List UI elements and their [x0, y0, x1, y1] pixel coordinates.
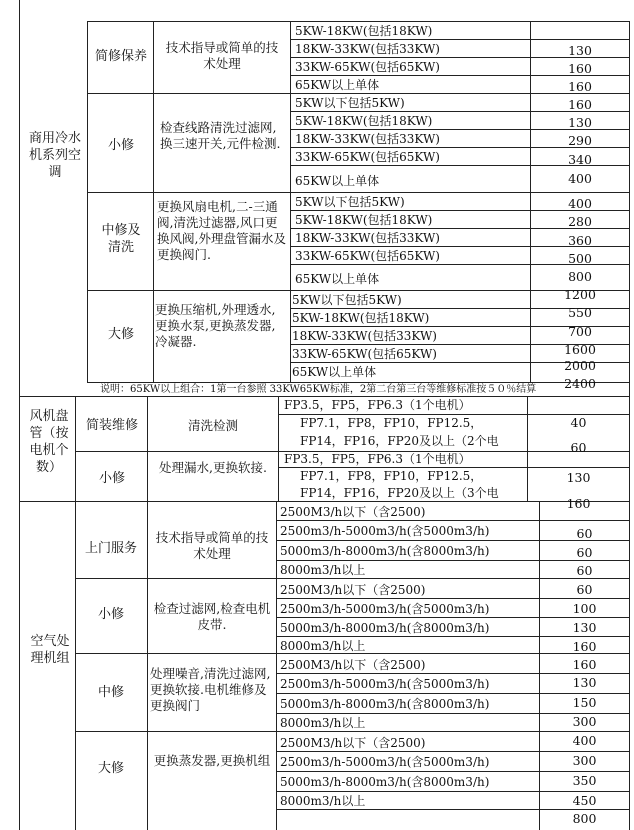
price-cell: 700	[568, 324, 592, 339]
service-label: 简修保养	[94, 49, 147, 64]
price-cell: 60	[576, 526, 593, 541]
spec-cell: 5000m3/h-8000m3/h(含8000m3/h)	[280, 544, 490, 558]
table-border-top	[87, 21, 630, 22]
service-label: 中修及清洗	[101, 223, 141, 255]
spec-cell: FP3.5，FP5，FP6.3（1个电机）	[284, 398, 471, 412]
row-line	[278, 467, 630, 468]
price-cell: 300	[572, 714, 597, 729]
price-cell: 1600	[564, 342, 596, 357]
spec-cell: 18KW-33KW(包括33KW)	[295, 231, 440, 245]
spec-cell: FP7.1，FP8，FP10，FP12.5，	[300, 416, 483, 430]
service-description: 检查过滤网,检查电机皮带.	[153, 601, 271, 632]
spec-cell: 2500m3/h-5000m3/h(含5000m3/h)	[280, 524, 490, 538]
price-cell: 2000	[564, 358, 596, 373]
service-description: 更换风扇电机,二-三通阀,清洗过滤器,风口更换风阀,外理盘管漏水及更换阀门.	[157, 199, 286, 262]
service-label: 大修	[107, 327, 134, 342]
row-line	[276, 771, 630, 772]
service-description: 处理噪音,清洗过滤网,更换软接.电机维修及更换阀门	[150, 666, 271, 713]
spec-cell: 5000m3/h-8000m3/h(含8000m3/h)	[280, 621, 490, 635]
spec-cell: 33KW-65KW(包括65KW)	[295, 249, 440, 263]
spec-cell: 33KW-65KW(包括65KW)	[295, 60, 440, 74]
row-line	[276, 673, 630, 674]
spec-cell: 8000m3/h以上	[280, 716, 366, 730]
spec-cell: 5KW-18KW(包括18KW)	[292, 311, 430, 325]
spec-cell: 5KW以下包括5KW)	[295, 96, 405, 110]
category-label: 空气处理机组	[30, 634, 70, 666]
price-cell: 130	[568, 115, 592, 130]
spec-cell: 65KW以上单体	[292, 365, 377, 379]
table-border-left	[19, 0, 20, 830]
price-cell: 60	[570, 440, 587, 455]
row-line	[276, 560, 630, 561]
price-cell: 800	[568, 269, 592, 284]
service-description: 技术指导或简单的技术处理	[165, 40, 279, 71]
row-line	[290, 39, 630, 40]
price-cell: 450	[572, 793, 597, 808]
spec-cell: 5KW-18KW(包括18KW)	[295, 114, 433, 128]
spec-cell: 2500M3/h以下（含2500)	[280, 505, 426, 519]
row-line	[276, 598, 630, 599]
spec-cell: 33KW-65KW(包括65KW)	[295, 150, 440, 164]
group-line	[75, 731, 630, 732]
row-line	[276, 520, 630, 521]
spec-cell: FP7.1，FP8，FP10，FP12.5，	[300, 469, 483, 483]
spec-cell: 33KW-65KW(包括65KW)	[292, 347, 437, 361]
price-cell: 400	[572, 733, 597, 748]
price-cell: 340	[568, 152, 592, 167]
spec-cell: 18KW-33KW(包括33KW)	[292, 329, 437, 343]
service-description: 清洗检测	[187, 418, 238, 433]
price-cell: 160	[572, 657, 597, 672]
price-cell: 60	[576, 563, 593, 578]
spec-cell: 8000m3/h以上	[280, 563, 366, 577]
service-label: 中修	[97, 685, 124, 700]
desc-divider	[276, 501, 277, 830]
service-divider	[153, 21, 154, 382]
group-line	[75, 578, 630, 579]
price-cell: 160	[566, 496, 591, 511]
spec-cell: 18KW-33KW(包括33KW)	[295, 132, 440, 146]
price-cell: 290	[568, 133, 592, 148]
price-cell: 400	[568, 171, 592, 186]
spec-cell: 2500m3/h-5000m3/h(含5000m3/h)	[280, 602, 490, 616]
service-description: 检查线路清洗过滤网,换三速开关,元件检测.	[160, 120, 281, 151]
service-description: 处理漏水,更换软接.	[159, 460, 267, 475]
price-cell: 280	[568, 214, 592, 229]
desc-divider	[278, 396, 279, 501]
group-line	[87, 192, 630, 193]
spec-cell: FP14，FP16，FP20及以上（3个电	[300, 486, 499, 500]
price-cell: 40	[570, 415, 587, 430]
row-line	[276, 693, 630, 694]
price-cell: 160	[572, 639, 597, 654]
price-cell: 800	[572, 811, 597, 826]
price-cell: 150	[572, 695, 597, 710]
spec-cell: 65KW以上单体	[295, 78, 380, 92]
price-cell: 130	[572, 620, 597, 635]
price-cell: 160	[568, 61, 592, 76]
section-note: 说明：65KW以上组合：1第一台参照 33KW65KW标准，2第二台第三台等维修标准按５０％结算	[100, 384, 537, 395]
spec-cell: 18KW-33KW(包括33KW)	[295, 42, 440, 56]
spec-cell: 5KW-18KW(包括18KW)	[295, 24, 433, 38]
spec-cell: FP14，FP16，FP20及以上（2个电	[300, 434, 499, 448]
spec-cell: 2500m3/h-5000m3/h(含5000m3/h)	[280, 677, 490, 691]
price-cell: 160	[568, 97, 592, 112]
price-cell: 550	[568, 305, 592, 320]
spec-cell: 8000m3/h以上	[280, 794, 366, 808]
price-cell: 500	[568, 251, 592, 266]
price-cell: 130	[566, 470, 591, 485]
spec-cell: 65KW以上单体	[295, 174, 380, 188]
category-label: 风机盘管（按电机个数）	[29, 409, 69, 475]
spec-cell: 8000m3/h以上	[280, 639, 366, 653]
spec-cell: 5KW-18KW(包括18KW)	[295, 213, 433, 227]
price-cell: 400	[568, 196, 592, 211]
service-description: 技术指导或简单的技术处理	[155, 530, 269, 561]
row-line	[276, 617, 630, 618]
spec-cell: 2500M3/h以下（含2500)	[280, 658, 426, 672]
spec-cell: FP3.5，FP5，FP6.3（1个电机）	[284, 452, 471, 466]
row-line	[276, 809, 630, 810]
price-cell: 350	[572, 773, 597, 788]
row-line	[276, 636, 630, 637]
price-cell: 1200	[564, 287, 596, 302]
service-label: 小修	[98, 471, 125, 486]
category-divider	[87, 21, 88, 382]
spec-cell: 5000m3/h-8000m3/h(含8000m3/h)	[280, 697, 490, 711]
spec-cell: 2500M3/h以下（含2500)	[280, 736, 426, 750]
price-cell: 130	[568, 43, 592, 58]
price-cell: 100	[572, 601, 597, 616]
service-label: 大修	[97, 761, 124, 776]
service-description: 更换蒸发器,更换机组	[153, 753, 271, 768]
price-cell: 60	[576, 582, 593, 597]
service-label: 小修	[107, 138, 134, 153]
service-label: 小修	[97, 607, 124, 622]
price-cell: 2400	[564, 376, 596, 391]
price-cell: 160	[568, 79, 592, 94]
spec-cell: 5KW以下包括5KW)	[292, 293, 402, 307]
category-label: 商用冷水机系列空调	[28, 131, 81, 180]
price-cell: 130	[572, 675, 597, 690]
row-line	[276, 791, 630, 792]
service-label: 简装维修	[85, 418, 138, 433]
service-description: 更换压缩机,外理透水,更换水泵,更换蒸发器,冷凝器.	[155, 302, 276, 349]
row-line	[276, 751, 630, 752]
spec-cell: 5KW以下包括5KW)	[295, 195, 405, 209]
spec-cell: 65KW以上单体	[295, 272, 380, 286]
spec-cell: 5000m3/h-8000m3/h(含8000m3/h)	[280, 775, 490, 789]
price-cell: 360	[568, 233, 592, 248]
price-cell: 300	[572, 753, 597, 768]
spec-cell: 2500M3/h以下（含2500)	[280, 583, 426, 597]
service-label: 上门服务	[84, 541, 137, 556]
spec-cell: 2500m3/h-5000m3/h(含5000m3/h)	[280, 755, 490, 769]
price-cell: 60	[576, 545, 593, 560]
